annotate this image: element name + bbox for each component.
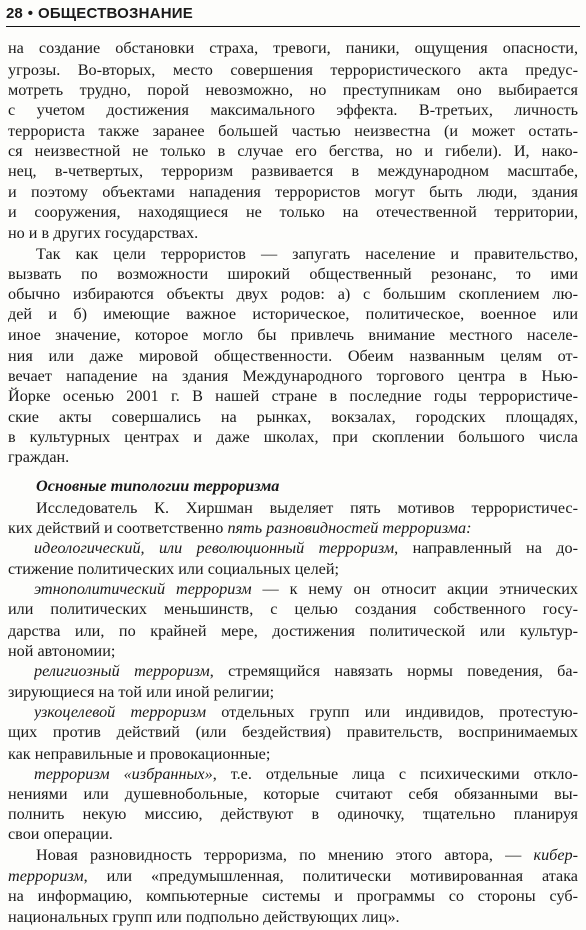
text-span: в культурных центрах и даже школах, при скоплении большого числа xyxy=(8,428,578,446)
text-line xyxy=(8,906,578,928)
text-line xyxy=(8,283,578,305)
text-line xyxy=(8,681,578,703)
italic-term: терроризм xyxy=(8,867,84,885)
text-line xyxy=(8,222,578,244)
text-span: но и в других государствах. xyxy=(8,224,199,242)
text-span: , стремящийся навязать нормы поведения, ба- xyxy=(209,662,578,680)
text-line xyxy=(8,365,578,387)
text-line xyxy=(36,243,578,265)
text-span: ские акты совершались на рынках, вокзалах, городских площадях, xyxy=(8,408,578,426)
text-line xyxy=(8,721,578,743)
italic-term: религиозный терроризм xyxy=(34,662,210,680)
text-line xyxy=(8,640,578,662)
text-line xyxy=(8,558,578,580)
text-line xyxy=(8,79,578,101)
text-line xyxy=(8,865,578,887)
text-line xyxy=(8,345,578,367)
text-line xyxy=(8,263,578,285)
text-line xyxy=(8,385,578,407)
italic-term: узкоцелевой терроризм xyxy=(34,703,207,721)
text-span: — к нему он относит акции этнических xyxy=(251,580,578,598)
text-line xyxy=(8,37,578,59)
section-title: ОБЩЕСТВОЗНАНИЕ xyxy=(37,5,193,22)
text-span: щих против действий (или бездействия) правительств, воспринимаемых xyxy=(8,723,578,741)
text-line xyxy=(8,406,578,428)
italic-term: терроризм «избранных» xyxy=(34,765,213,783)
text-span: ких действий и соответственно xyxy=(8,519,228,537)
text-line xyxy=(8,620,578,642)
text-span: террориста также заранее большей частью неизвестна (и может остать- xyxy=(8,122,578,140)
text-span: Йорке осенью 2001 г. В нашей стране в последние годы террористиче- xyxy=(8,387,578,405)
text-span: мотреть трудно, порой невозможно, но преступникам оно выбирается xyxy=(8,81,578,99)
page-number: 28 xyxy=(6,5,23,22)
text-line xyxy=(8,120,578,142)
running-head xyxy=(6,4,580,27)
text-line xyxy=(8,517,578,539)
text-span: и сооружения, находящиеся не только на отечественной территории, xyxy=(8,203,578,221)
text-span: граждан. xyxy=(8,448,70,466)
text-line xyxy=(8,446,578,468)
bullet-separator: • xyxy=(27,5,33,22)
italic-term: пять разновидностей терроризма: xyxy=(227,519,472,537)
text-span: нениями или душевнобольные, которые считают себя обязанными вы- xyxy=(8,785,578,803)
text-line xyxy=(8,823,578,845)
italic-term: этнополитический терроризм xyxy=(34,580,252,598)
text-line xyxy=(8,303,578,325)
text-line xyxy=(8,181,578,203)
text-span: ся неизвестной не только в случае его бегства, но и гибели). И, нако- xyxy=(8,142,578,160)
text-span: вызвать по возможности широкий общественный резонанс, то ими xyxy=(8,265,578,283)
text-span: угрозы. Во-вторых, место совершения террористического акта предус- xyxy=(8,61,578,79)
text-line xyxy=(8,140,578,162)
italic-term: идеологический, или революционный терроризм xyxy=(34,539,395,557)
text-span: отдельных групп или индивидов, протестую- xyxy=(206,703,578,721)
text-line xyxy=(34,537,578,559)
text-line xyxy=(36,497,578,519)
text-line xyxy=(8,160,578,182)
text-span: дей и б) имеющие важное историческое, политическое, военное или xyxy=(8,305,578,323)
text-span: Новая разновидность терроризма, по мнению этого автора, — xyxy=(36,846,534,864)
text-span: , или «предумышленная, политически мотивированная атака xyxy=(83,867,578,885)
text-span: на информацию, компьютерные системы и программы со стороны суб- xyxy=(8,887,578,905)
italic-term: кибер- xyxy=(533,846,578,864)
text-span: как неправильные и провокационные; xyxy=(8,745,271,763)
text-span: ной автономии; xyxy=(8,642,116,660)
text-line xyxy=(8,598,578,620)
text-span: дарства или, по крайней мере, достижения политической или культур- xyxy=(8,622,578,640)
text-span: национальных групп или подпольно действующих лиц». xyxy=(8,908,400,926)
text-span: полнить некую миссию, действуют в одиночку, тщательно планируя xyxy=(8,805,578,823)
text-span: вечает нападение на здания Международного торгового центра в Нью- xyxy=(8,367,578,385)
text-span: с учетом достижения максимального эффекта. В-третьих, личность xyxy=(8,101,578,119)
text-span: зирующиеся на той или иной религии; xyxy=(8,683,275,701)
text-span: на создание обстановки страха, тревоги, паники, ощущения опасности, xyxy=(8,39,578,57)
text-line xyxy=(34,660,578,682)
text-span: стижение политических или социальных целей; xyxy=(8,560,340,578)
text-line xyxy=(8,803,578,825)
text-line xyxy=(8,885,578,907)
text-line xyxy=(36,844,578,866)
text-line xyxy=(36,475,578,497)
text-line xyxy=(8,201,578,223)
text-span: , т.е. отдельные лица с психическими откло- xyxy=(212,765,578,783)
text-line xyxy=(8,99,578,121)
text-line xyxy=(8,324,578,346)
text-span: и поэтому объектами нападения террористов могут быть люди, здания xyxy=(8,183,578,201)
text-span: свои операции. xyxy=(8,825,113,843)
text-line xyxy=(8,743,578,765)
text-line xyxy=(34,701,578,723)
text-line xyxy=(8,783,578,805)
text-span: Так как цели террористов — запугать население и правительство, xyxy=(36,245,578,263)
text-span: Исследователь К. Хиршман выделяет пять мотивов террористичес- xyxy=(36,499,578,517)
text-line xyxy=(34,763,578,785)
text-span: , направленный на до- xyxy=(394,539,578,557)
text-span: нец, в-четвертых, терроризм развивается в международном масштабе, xyxy=(8,162,578,180)
text-line xyxy=(8,59,578,81)
text-span: обычно избираются объекты двух родов: а) с большим скоплением лю- xyxy=(8,285,578,303)
text-span: ния или даже мировой общественности. Обеим названным целям от- xyxy=(8,347,578,365)
section-heading: Основные типологии терроризма xyxy=(36,477,280,495)
text-line xyxy=(34,578,578,600)
text-span: иное значение, которое могло бы привлечь внимание местного населе- xyxy=(8,326,578,344)
text-line xyxy=(8,426,578,448)
text-span: или политических меньшинств, с целью создания собственного госу- xyxy=(8,600,578,618)
